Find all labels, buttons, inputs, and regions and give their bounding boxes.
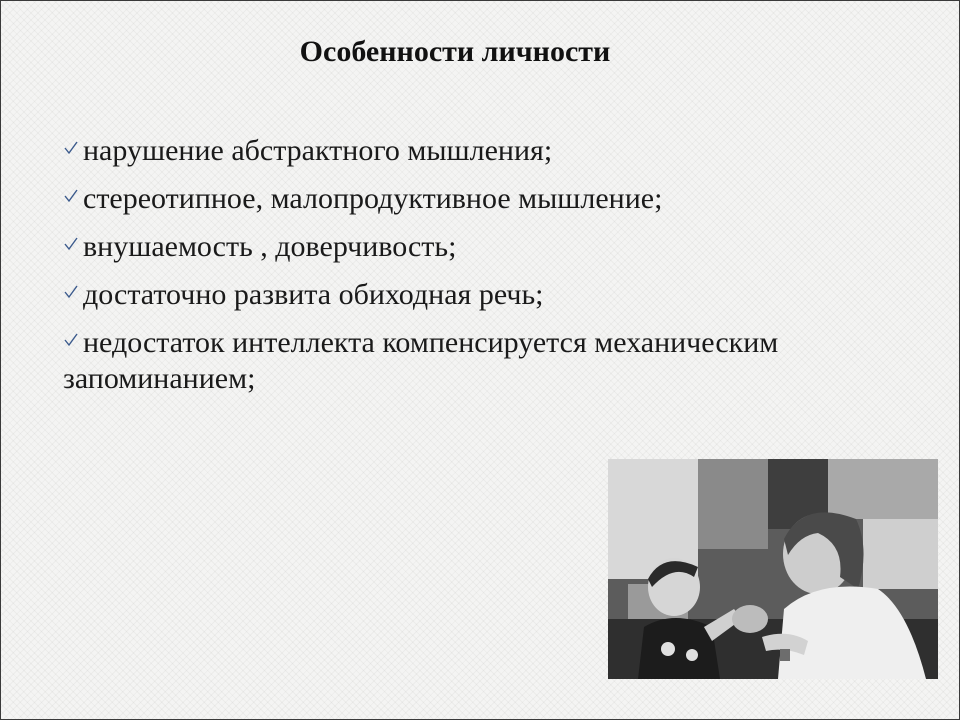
list-item xyxy=(63,133,923,169)
bullet-text: внушаемость , доверчивость; xyxy=(83,230,457,263)
checkmark-icon xyxy=(63,273,83,309)
checkmark-icon xyxy=(63,129,83,165)
list-item xyxy=(63,181,923,217)
checkmark-icon xyxy=(63,321,83,357)
checkmark-icon xyxy=(63,225,83,261)
checkmark-icon xyxy=(63,177,83,213)
bullet-text: нарушение абстрактного мышления; xyxy=(83,134,553,167)
list-item xyxy=(63,277,923,313)
list-item xyxy=(63,325,923,397)
slide-title: Особенности личности xyxy=(299,35,611,68)
bullet-list xyxy=(63,133,923,409)
bullet-text: достаточно развита обиходная речь; xyxy=(83,278,544,311)
photo-woman-and-boy xyxy=(608,459,938,679)
bullet-text: недостаток интеллекта компенсируется механическим запоминанием; xyxy=(63,326,779,395)
bullet-text: стереотипное, малопродуктивное мышление; xyxy=(83,182,663,215)
list-item xyxy=(63,229,923,265)
